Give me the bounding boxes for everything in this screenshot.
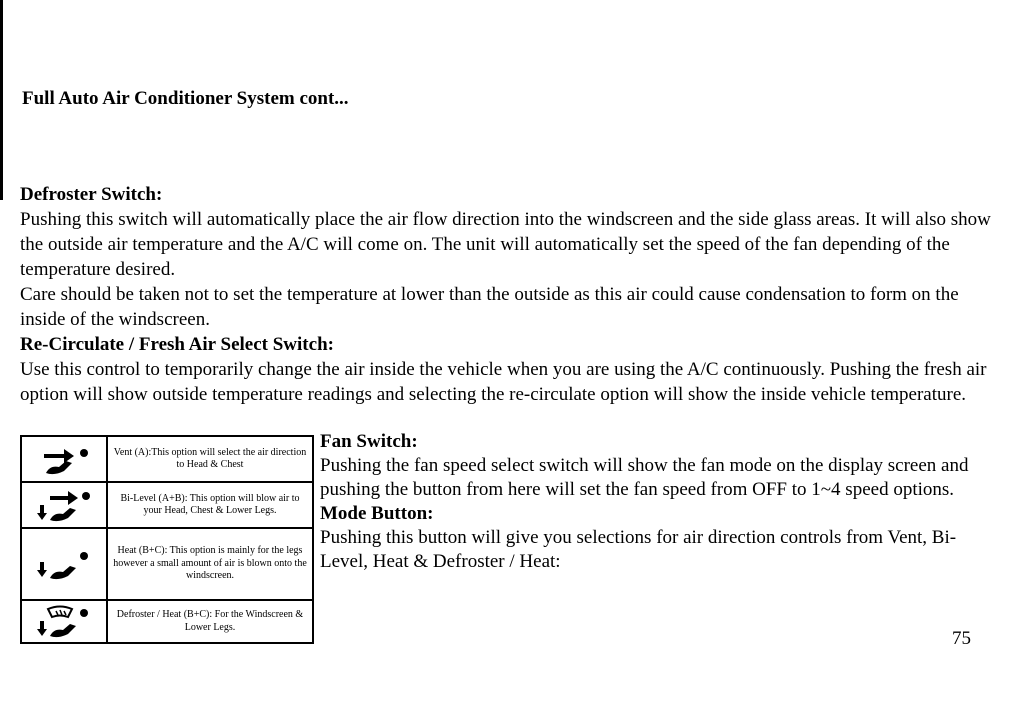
left-margin-rule <box>0 0 3 200</box>
mode-row-text: Bi-Level (A+B): This option will blow air to your Head, Chest & Lower Legs. <box>120 492 300 516</box>
mode-table <box>20 435 314 644</box>
heat-mode-icon <box>22 529 108 599</box>
recirculate-heading: Re-Circulate / Fresh Air Select Switch: <box>20 334 334 355</box>
fan-paragraph: Pushing the fan speed select switch will show the fan mode on the display screen and pushing the button from here will set the fan speed from OFF to 1~4 speed options. <box>320 455 969 500</box>
vent-mode-icon <box>22 437 108 481</box>
mode-row-defroster-heat <box>22 601 312 642</box>
page-number: 75 <box>952 628 971 649</box>
defroster-section <box>20 182 1000 332</box>
mode-row-vent <box>22 437 312 481</box>
defroster-paragraph-2: Care should be taken not to set the temperature at lower than the outside as this air could cause condensation to form on the inside of the windscreen. <box>20 284 959 330</box>
recirculate-section <box>20 332 1000 407</box>
mode-row-bi-level <box>22 483 312 527</box>
mode-row-text: Vent (A):This option will select the air direction to Head & Chest <box>113 446 307 470</box>
page-title: Full Auto Air Conditioner System cont... <box>22 88 349 109</box>
defroster-heat-mode-icon <box>22 601 108 642</box>
recirculate-paragraph: Use this control to temporarily change the air inside the vehicle when you are using the A/C continuously. Pushing the fresh air option will show outside temperature readings and selecting the re-circulate option will show the inside vehicle temperature. <box>20 359 987 405</box>
mode-row-text: Heat (B+C): This option is mainly for the legs however a small amount of air is blown onto the windscreen. <box>113 545 307 582</box>
right-column <box>320 430 1000 574</box>
mode-row-text: Defroster / Heat (B+C): For the Windscreen & Lower Legs. <box>116 609 304 633</box>
bi-level-mode-icon <box>22 483 108 527</box>
mode-paragraph: Pushing this button will give you selections for air direction controls from Vent, Bi-Level, Heat & Defroster / Heat: <box>320 527 957 572</box>
defroster-heading: Defroster Switch: <box>20 184 163 205</box>
mode-row-heat <box>22 529 312 599</box>
fan-heading: Fan Switch: <box>320 431 418 452</box>
mode-heading: Mode Button: <box>320 503 434 524</box>
defroster-paragraph-1: Pushing this switch will automatically place the air flow direction into the windscreen and the side glass areas. It will also show the outside air temperature and the A/C will come on. The unit will automatically set the speed of the fan depending of the temperature desired. <box>20 209 991 280</box>
